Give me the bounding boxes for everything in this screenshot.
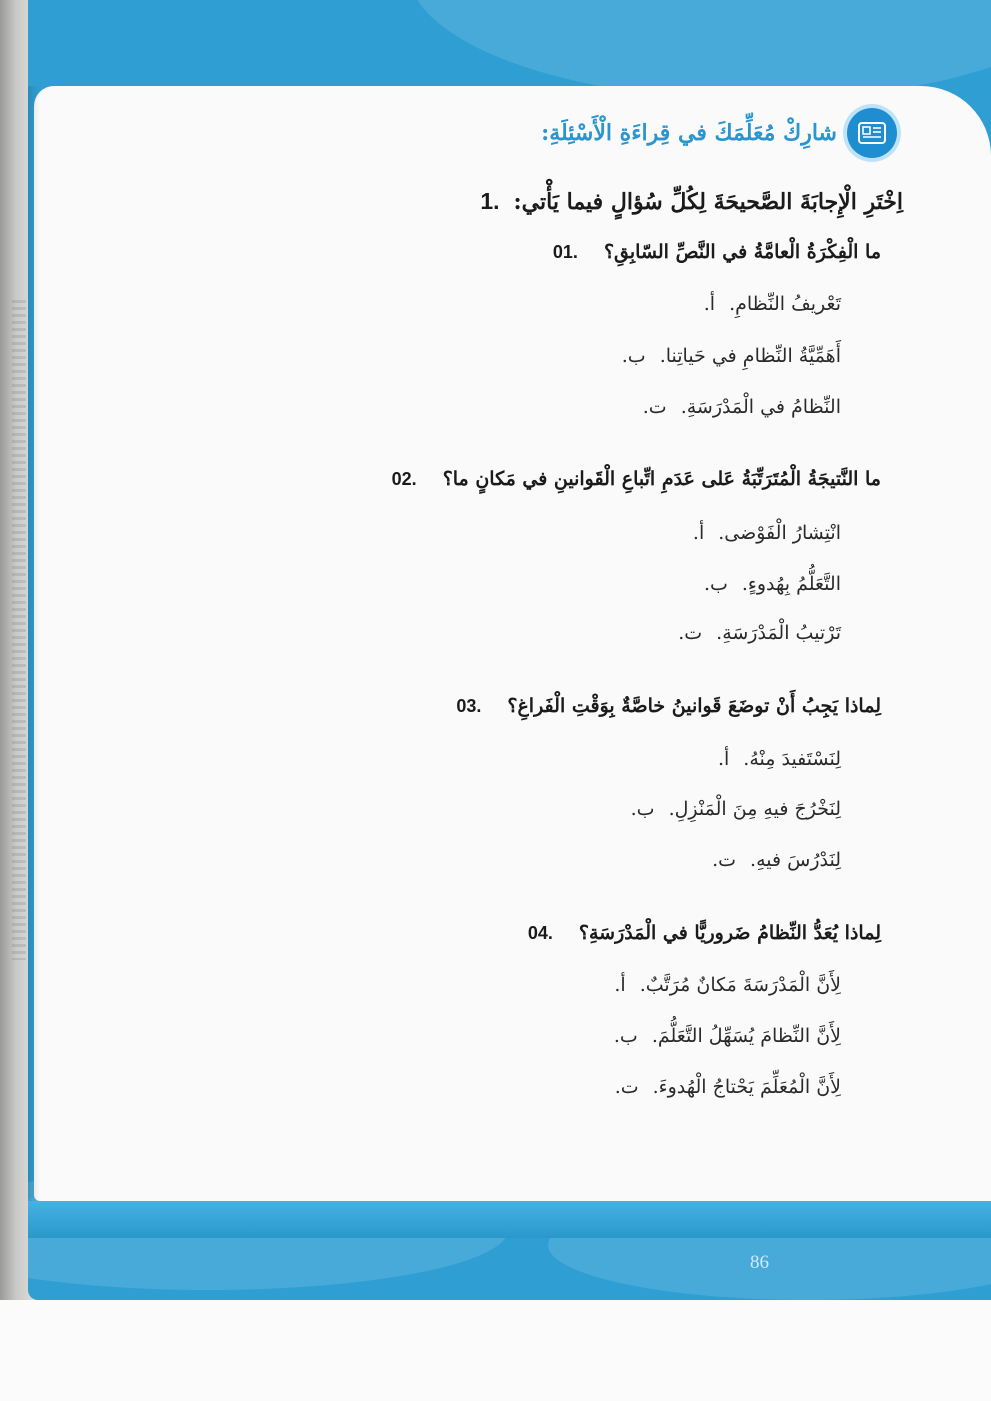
option-text: النِّظامُ في الْمَدْرَسَةِ. [680,396,841,418]
option-text: لِأَنَّ الْمُعَلِّمَ يَحْتاجُ الْهُدوءَ. [652,1076,841,1098]
option-letter: ت. [642,396,667,418]
question-number: 03. [456,696,482,716]
question-text: لِماذا يَجِبُ أَنْ توضَعَ قَوانينُ خاصَّةٌ بِوَقْتِ الْفَراغِ؟ [507,695,881,717]
question-number: 02. [391,469,417,489]
option-c[interactable] [712,849,841,871]
question-text: ما الْفِكْرَةُ الْعامَّةُ في النَّصِّ السّابِقِ؟ [603,241,881,263]
option-c[interactable] [615,1076,841,1098]
question-1 [553,241,881,263]
option-letter: أ. [717,748,730,770]
option-text: تَرْتيبُ الْمَدْرَسَةِ. [716,622,841,644]
option-a[interactable] [699,293,841,315]
section-title: شارِكْ مُعَلِّمَكَ في قِراءَةِ الْأَسْئِلَةِ: [541,120,837,146]
option-letter: ت. [614,1076,639,1098]
question-number: 04. [527,923,553,943]
option-letter: ت. [712,849,737,871]
option-a[interactable] [688,522,841,544]
option-letter: أ. [614,974,626,996]
option-letter: ب. [703,573,728,595]
question-number: 01. [552,242,578,262]
section-header [541,108,897,158]
reading-card-icon [847,108,897,158]
gutter-faded-text [12,300,26,960]
option-letter: أ. [692,522,705,544]
option-a[interactable] [713,748,841,770]
option-letter: ت. [678,622,703,644]
main-question-number: 1. [480,188,500,214]
option-text: انْتِشارُ الْفَوْضى. [718,522,841,544]
option-text: لِنَخْرُجَ فيهِ مِنَ الْمَنْزِلِ. [668,798,841,820]
option-b[interactable] [614,1025,841,1047]
option-b[interactable] [631,798,841,820]
frame-wave [408,0,991,100]
main-question-text: اِخْتَرِ الْإِجابَةَ الصَّحيحَةَ لِكُلِّ سُؤالٍ فيما يَأْتي: [513,189,903,215]
option-text: أَهَمِّيَّةُ النِّظامِ في حَياتِنا. [659,345,841,367]
main-instruction [480,188,903,215]
option-b[interactable] [704,573,841,595]
option-a[interactable] [610,974,841,996]
option-text: التَّعَلُّمُ بِهُدوءٍ. [741,573,841,595]
option-text: تَعْريفُ النِّظامِ. [729,293,841,315]
option-letter: ب. [630,798,655,820]
question-text: لِماذا يُعَدُّ النِّظامُ ضَروريًّا في الْمَدْرَسَةِ؟ [578,922,881,944]
question-text: ما النَّتيجَةُ الْمُتَرَتِّبَةُ عَلى عَدَمِ اتِّباعِ الْقَوانينِ في مَكانٍ ما؟ [442,468,881,490]
bottom-band [28,1198,991,1238]
option-letter: ب. [613,1025,638,1047]
option-text: لِأَنَّ الْمَدْرَسَةَ مَكانٌ مُرَتَّبٌ. [639,974,841,996]
question-4 [528,922,881,944]
page-shadow [28,86,40,1201]
book-bottom-margin [0,1300,991,1401]
option-letter: أ. [703,293,716,315]
question-3 [456,695,881,717]
option-text: لِأَنَّ النِّظامَ يُسَهِّلُ التَّعَلُّمَ. [651,1025,841,1047]
question-2 [392,468,881,490]
page-number: 86 [750,1252,769,1273]
option-b[interactable] [622,345,841,367]
option-c[interactable] [678,622,841,644]
option-text: لِنَدْرُسَ فيهِ. [750,849,841,871]
option-text: لِنَسْتَفيدَ مِنْهُ. [743,748,841,770]
option-letter: ب. [621,345,646,367]
option-c[interactable] [643,396,841,418]
